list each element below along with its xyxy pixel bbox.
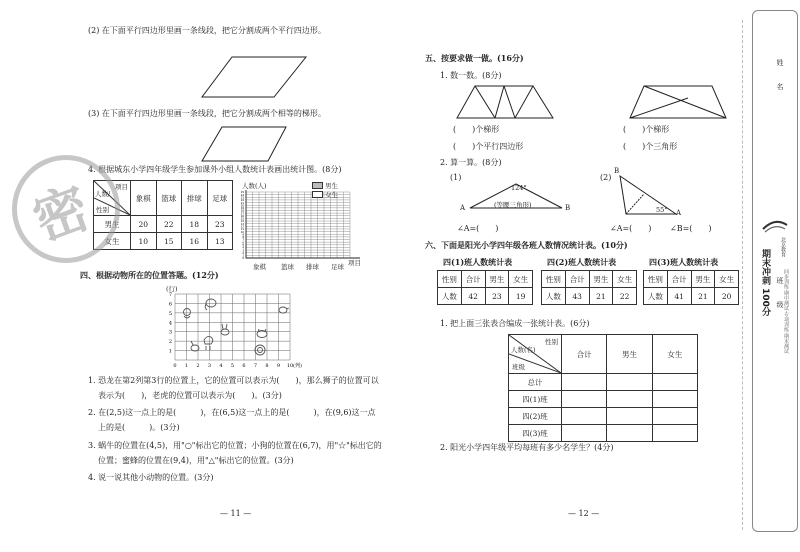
table-header: 象棋 (131, 181, 157, 216)
tri1-angle: 124° (511, 184, 527, 192)
table-row: 四(1)班 (509, 391, 698, 408)
name-label: 姓 (776, 59, 784, 66)
chart-legend (312, 181, 338, 199)
count-item: ( )个平行四边形 (453, 142, 524, 151)
y-tick-label: 18 (240, 209, 244, 213)
table-header: 足球 (207, 181, 233, 216)
x-category: 象棋 (253, 263, 266, 271)
count-item: ( )个梯形 (453, 125, 500, 134)
table-row: 四(3)班 (509, 425, 698, 442)
coord-x-tick: 1 (184, 363, 189, 369)
y-tick-label: 16 (240, 214, 244, 218)
x-category: 足球 (331, 263, 344, 271)
tri1-vertex-b: B (565, 204, 571, 212)
y-tick-label: 17 (240, 212, 244, 216)
count-item: ( )个梯形 (623, 125, 670, 134)
average-question: 2. 阳光小学四年级平均每班有多少名学生？(4分) (440, 443, 614, 452)
publisher-name: 北京教育 (780, 237, 786, 257)
y-tick-label: 14 (240, 220, 244, 224)
qa2-line2: 上的是( )。(3分) (98, 423, 180, 432)
y-tick-label: 8 (242, 236, 244, 240)
class-table-2: 性别 合计 男生 女生 人数 43 21 22 (541, 270, 637, 305)
y-tick-label: 2 (242, 251, 244, 255)
coord-x-label: (列) (293, 363, 302, 369)
rabbit-icon (221, 324, 229, 335)
coord-x-tick: 4 (219, 363, 223, 369)
tri1-caption: (等腰三角形) (494, 201, 532, 209)
coord-x-tick: 9 (276, 363, 281, 369)
tri2-vertex-a: A (676, 209, 682, 217)
tri2-answer-a: ∠A=( ) (610, 224, 652, 233)
y-tick-label: 19 (240, 207, 244, 211)
bird-icon (279, 307, 289, 313)
x-category: 篮球 (281, 263, 294, 271)
brand-title: 期末冲刺 100分 (760, 249, 770, 316)
y-tick-label: 6 (242, 241, 244, 245)
table-corner: 项目 人数/ 性别 (94, 181, 131, 216)
coord-x-tick: 5 (230, 363, 235, 369)
parallelogram-1 (200, 55, 310, 100)
count-question: 1. 数一数。(8分) (440, 71, 502, 80)
page-number-right: — 12 — (568, 509, 600, 518)
coord-x-tick: 10 (286, 363, 294, 369)
y-tick-label: 1 (242, 254, 244, 258)
merge-table (508, 334, 698, 442)
coord-y-tick: 5 (168, 310, 172, 317)
legend-swatch-girls (312, 191, 323, 198)
elephant-icon (205, 299, 216, 310)
q3-text: (3) 在下面平行四边形里画一条线段，把它分割成两个相等的梯形。 (88, 109, 326, 118)
count-item: ( )个三角形 (623, 142, 678, 151)
coord-y-tick: 4 (168, 320, 172, 327)
tri1-label: (1) (450, 173, 462, 182)
tri2-answer-b: ∠B=( ) (670, 224, 712, 233)
y-tick-label: 21 (240, 201, 244, 205)
tri2-angle: 55° (656, 206, 668, 214)
tiger-icon (257, 329, 267, 338)
right-triangle (614, 172, 684, 218)
tagline: 同步训练·期中测试·专项训练·期末测试 (783, 269, 789, 354)
coordinate-grid (165, 290, 325, 372)
q4-text: 4. 根据城东小学四年级学生参加课外小组人数统计表画出统计图。(8分) (88, 165, 342, 174)
y-tick-label: 13 (240, 222, 244, 226)
x-axis-label: 项目 (348, 259, 361, 267)
class-table-title: 四(3)班人数统计表 (649, 257, 719, 267)
legend-swatch-boys (312, 182, 323, 189)
coord-y-tick: 6 (168, 301, 172, 308)
y-tick-label: 4 (242, 246, 244, 250)
table-row: 总计 (509, 374, 698, 391)
section5-title: 五、按要求做一做。(16分) (425, 53, 524, 63)
qa1-line1: 1. 恐龙在第2列第3行的位置上，它的位置可以表示为( )，那么狮子的位置可以 (88, 376, 379, 385)
table-header: 排球 (182, 181, 208, 216)
table-row: 人数 43 21 22 (542, 288, 637, 305)
table-row: 四(2)班 (509, 408, 698, 425)
trapezoid-figure-2 (628, 84, 728, 120)
lion-icon (255, 345, 265, 355)
trapezoid-figure-1 (455, 84, 555, 120)
class-table-1: 性别 合计 男生 女生 人数 42 23 19 (437, 270, 533, 305)
y-tick-label: 12 (240, 225, 244, 229)
coord-x-tick: 6 (242, 363, 246, 369)
coord-y-tick: 2 (168, 339, 172, 346)
table-row: 人数 41 21 20 (644, 288, 739, 305)
merge-header: 男生 (607, 335, 652, 374)
y-tick-label: 5 (242, 244, 244, 247)
class-table-3: 性别 合计 男生 女生 人数 41 21 20 (643, 270, 739, 305)
coord-x-tick: 3 (207, 363, 212, 369)
table-row: 女生 10 15 16 13 (94, 233, 233, 250)
coord-x-tick: 8 (265, 363, 269, 369)
binding-strip (752, 10, 798, 532)
qa3-line1: 3. 蜗牛的位置在(4,5)，用"○"标出它的位置；小狗的位置在(6,7)，用"☆"标出它的 (88, 441, 382, 450)
dinosaur-icon (204, 336, 213, 350)
qa3-line2: 位置；蜜蜂的位置在(9,4)，用"△"标出它的位置。(3分) (98, 456, 294, 465)
class-table-title: 四(2)班人数统计表 (547, 257, 617, 267)
name-label-2: 名 (776, 83, 784, 90)
coord-y-tick: 7 (168, 292, 172, 298)
merge-header: 女生 (652, 335, 697, 374)
coord-y-tick: 3 (168, 329, 172, 336)
table-header: 篮球 (156, 181, 182, 216)
coord-x-tick: 0 (173, 363, 177, 369)
binding-line (742, 20, 743, 530)
calc-question: 2. 算一算。(8分) (440, 158, 502, 167)
parallelogram-2 (200, 125, 290, 163)
coord-y-label: (行) (166, 285, 178, 293)
y-tick-label: 7 (242, 238, 244, 242)
coord-x-tick: 7 (253, 363, 258, 369)
y-tick-label: 23 (240, 196, 244, 200)
y-tick-label: 3 (242, 249, 244, 253)
tri2-label: (2) (600, 173, 612, 182)
y-tick-label: 11 (240, 228, 244, 232)
tri2-vertex-b: B (614, 167, 620, 175)
merge-header: 合计 (562, 335, 607, 374)
y-tick-label: 24 (240, 193, 244, 197)
y-tick-label: 20 (240, 204, 244, 208)
coord-x-tick: 2 (196, 363, 200, 369)
merge-corner: 性别 人数(名) 班级 (509, 335, 562, 374)
class-label: 班 (776, 277, 784, 284)
logo-icon (761, 215, 789, 235)
legend-item: 女生 (325, 191, 338, 199)
x-category: 排球 (306, 263, 319, 271)
y-tick-label: 10 (240, 230, 244, 234)
seal-stamp: 密 (12, 155, 120, 263)
monkey-icon (184, 309, 191, 319)
y-tick-label: 0 (242, 257, 244, 261)
table-row: 男生 20 22 18 23 (94, 216, 233, 233)
class-table-title: 四(1)班人数统计表 (443, 257, 513, 267)
qa1-line2: 表示为( )，老虎的位置可以表示为( )。(3分) (98, 391, 282, 400)
chart-ylabel: 人数(人) (242, 182, 267, 190)
qa4-text: 4. 说一说其他小动物的位置。(3分) (88, 473, 214, 482)
y-tick-label: 9 (242, 233, 244, 237)
coord-y-tick: 1 (168, 348, 172, 355)
qa2-line1: 2. 在(2,5)这一点上的是( )，在(6,5)这一点上的是( )，在(9,6)这一点 (88, 408, 376, 417)
legend-item: 男生 (325, 182, 338, 190)
section6-title: 六、下面是阳光小学四年级各班人数情况统计表。(10分) (425, 240, 628, 250)
merge-question: 1. 把上面三张表合编成一张统计表。(6分) (440, 319, 590, 328)
tri1-answer: ∠A=( ) (457, 224, 499, 233)
y-tick-label: 15 (240, 217, 244, 221)
section4-title: 四、根据动物所在的位置答题。(12分) (80, 270, 219, 280)
table-row: 人数 42 23 19 (438, 288, 533, 305)
y-tick-label: 25 (240, 191, 244, 195)
y-tick-label: 22 (240, 199, 244, 203)
q2-text: (2) 在下面平行四边形里画一条线段，把它分割成两个平行四边形。 (88, 26, 326, 35)
tri1-vertex-a: A (460, 204, 466, 212)
class-label-2: 级 (776, 301, 784, 308)
page-number-left: — 11 — (220, 509, 252, 518)
